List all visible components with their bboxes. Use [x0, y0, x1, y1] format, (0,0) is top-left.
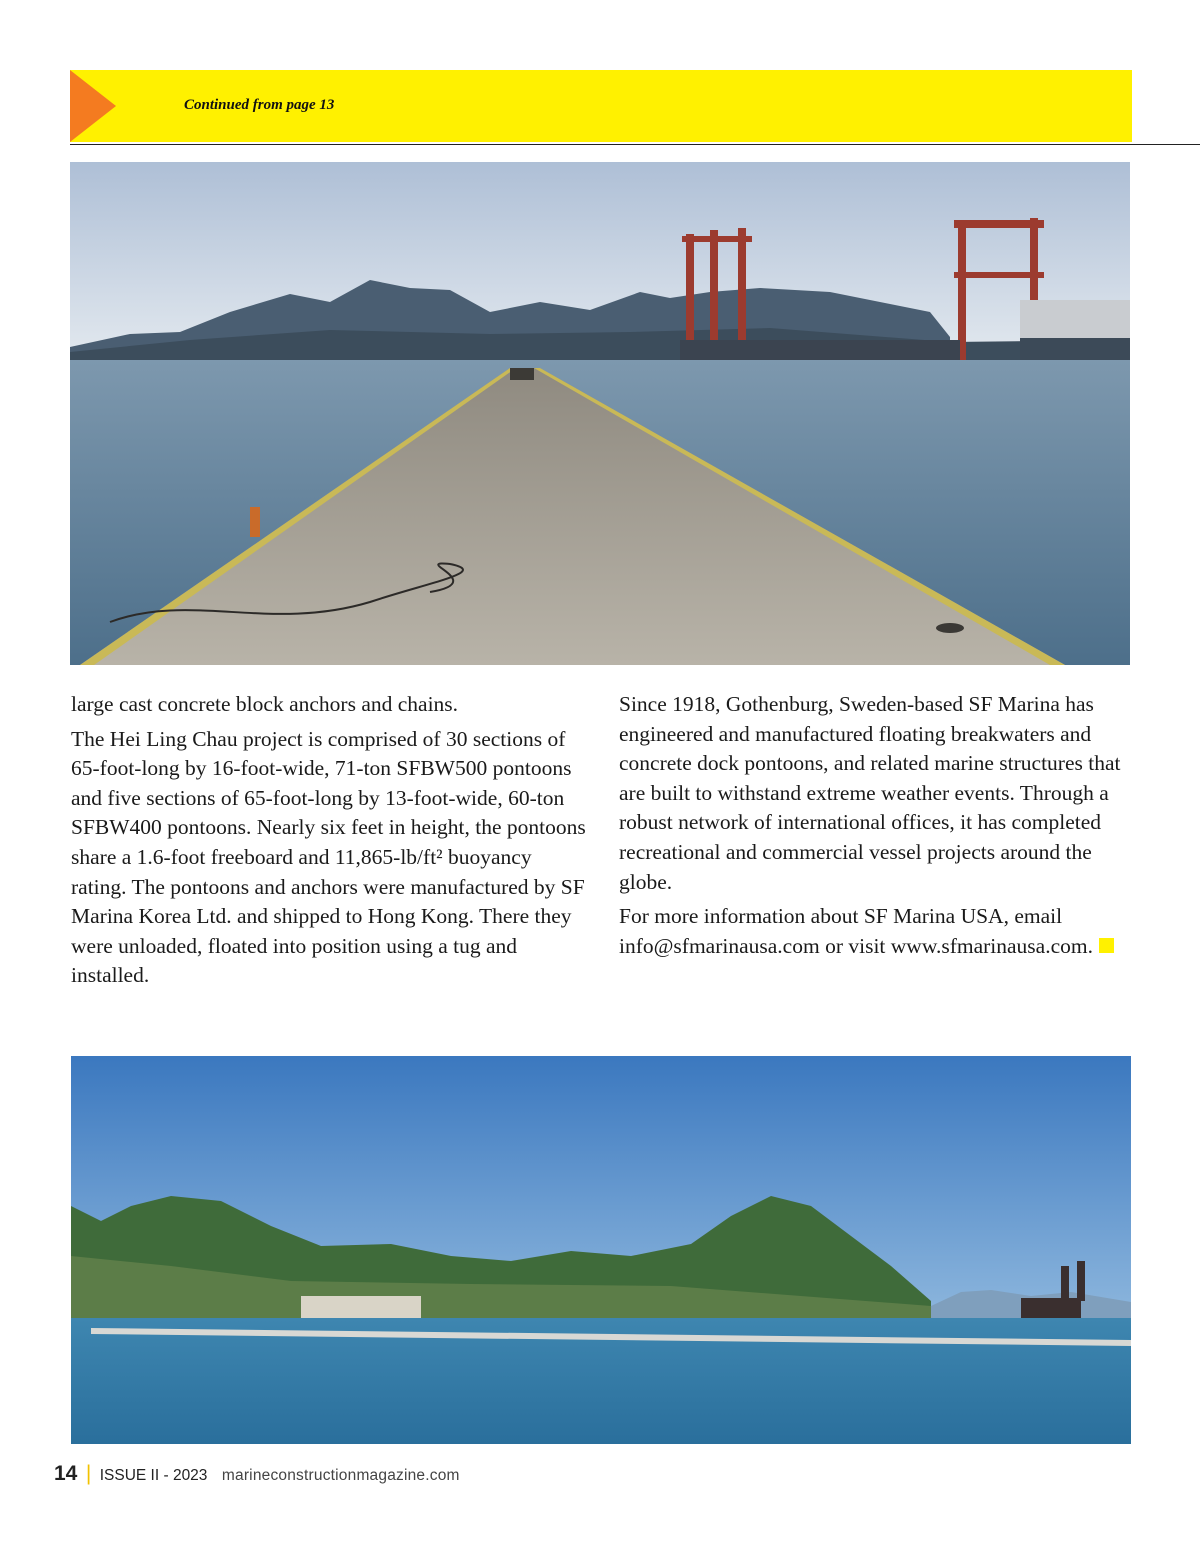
page-number: 14	[54, 1462, 78, 1485]
banner-arrow-icon	[70, 70, 116, 142]
continued-from-label: Continued from page 13	[184, 97, 335, 113]
contact-paragraph	[619, 902, 1139, 961]
end-mark-icon	[1099, 938, 1114, 953]
body-paragraph: large cast concrete block anchors and chains.	[71, 692, 459, 716]
body-paragraph: The Hei Ling Chau project is comprised of 30 sections of 65-foot-long by 16-foot-wide, 71-ton SFBW500 pontoons and five sections of 65-foot-long by 13-foot-wide, 60-ton SFBW400 pontoons. Nearly six feet in height, the pontoons share a 1.6-foot freeboard and 11,865-lb/ft² buoyancy rating. The pontoons and anchors were manufactured by SF Marina Korea Ltd. and shipped to Hong Kong. There they were unloaded, floated into position using a tug and installed.	[71, 726, 586, 988]
article-left-column	[71, 690, 591, 996]
page-footer	[54, 1462, 460, 1492]
article-right-column	[619, 690, 1139, 966]
website-link[interactable]: marineconstructionmagazine.com	[221, 1467, 460, 1484]
body-paragraph: Since 1918, Gothenburg, Sweden-based SF Marina has engineered and manufactured floating breakwaters and concrete dock pontoons, and related marine structures that are built to withstand extreme weather events. Through a robust network of international offices, it has completed recreational and commercial vessel projects around the globe.	[619, 692, 1121, 894]
header-rule	[70, 144, 1200, 145]
contact-text: For more information about SF Marina USA, email info@sfmarinausa.com or visit www.sfmarinausa.com.	[619, 904, 1093, 958]
issue-label: ISSUE II - 2023	[99, 1467, 208, 1484]
pontoon-walkway-photo	[70, 162, 1130, 665]
breakwater-panorama-photo	[71, 1056, 1131, 1444]
footer-separator: |	[85, 1462, 92, 1485]
